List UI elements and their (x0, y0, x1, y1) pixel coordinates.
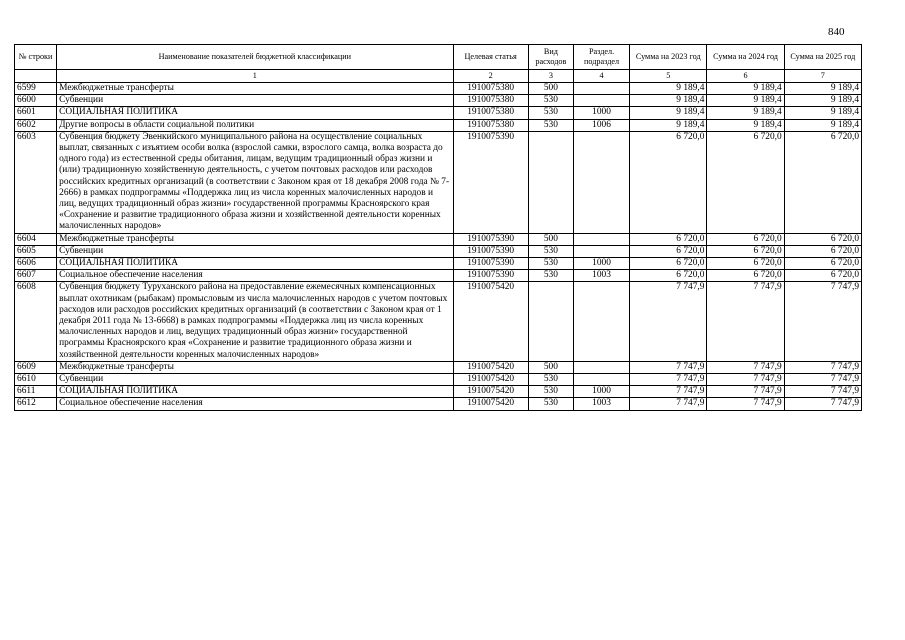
cell-sum-2023: 7 747,9 (630, 282, 707, 361)
cell-section (573, 361, 629, 373)
cell-target: 1910075420 (453, 361, 528, 373)
cell-target: 1910075420 (453, 398, 528, 410)
cell-sum-2023: 9 189,4 (630, 95, 707, 107)
cell-target: 1910075380 (453, 119, 528, 131)
cell-row-no: 6599 (15, 83, 57, 95)
cell-name: СОЦИАЛЬНАЯ ПОЛИТИКА (57, 386, 453, 398)
column-number: 7 (784, 70, 861, 83)
cell-target: 1910075390 (453, 270, 528, 282)
cell-sum-2023: 9 189,4 (630, 83, 707, 95)
cell-name: Субвенция бюджету Эвенкийского муниципального района на осуществление социальных выплат, связанных с изъятием особи волка (взрослой самки, взрослого самца, волка возраста до одного года) из естественной среды обитания, лицам, ведущим традиционный образ жизни и (или) традиционную хозяйственную деятельность, с учетом почтовых расходов или расходов российских кредитных организаций (в соответствии с Законом края от 18 декабря 2008 года № 7-2666) в рамках подпрограммы «Поддержка лиц из числа коренных малочисленных народов и лиц, ведущих традиционный образ жизни» государственной программы Красноярского края «Сохранение и развитие традиционного образа жизни и хозяйственной деятельности коренных малочисленных народов» (57, 131, 453, 233)
cell-sum-2024: 9 189,4 (707, 83, 784, 95)
cell-target: 1910075380 (453, 95, 528, 107)
cell-sum-2023: 9 189,4 (630, 107, 707, 119)
table-row (15, 361, 862, 373)
cell-sum-2023: 6 720,0 (630, 270, 707, 282)
cell-target: 1910075380 (453, 107, 528, 119)
cell-expense-type: 530 (528, 95, 573, 107)
cell-name: Социальное обеспечение населения (57, 270, 453, 282)
cell-sum-2023: 6 720,0 (630, 258, 707, 270)
cell-section (573, 282, 629, 361)
cell-sum-2024: 6 720,0 (707, 258, 784, 270)
cell-sum-2024: 9 189,4 (707, 95, 784, 107)
cell-target: 1910075390 (453, 258, 528, 270)
cell-sum-2023: 7 747,9 (630, 361, 707, 373)
cell-row-no: 6602 (15, 119, 57, 131)
cell-sum-2025: 6 720,0 (784, 233, 861, 245)
cell-sum-2024: 9 189,4 (707, 107, 784, 119)
table-row (15, 233, 862, 245)
cell-row-no: 6605 (15, 245, 57, 257)
cell-sum-2024: 7 747,9 (707, 282, 784, 361)
cell-target: 1910075420 (453, 282, 528, 361)
cell-name: Другие вопросы в области социальной политики (57, 119, 453, 131)
cell-row-no: 6609 (15, 361, 57, 373)
cell-sum-2023: 9 189,4 (630, 119, 707, 131)
cell-name: СОЦИАЛЬНАЯ ПОЛИТИКА (57, 258, 453, 270)
table-row (15, 131, 862, 233)
column-number: 2 (453, 70, 528, 83)
cell-section: 1006 (573, 119, 629, 131)
cell-target: 1910075420 (453, 374, 528, 386)
cell-expense-type: 530 (528, 270, 573, 282)
page-number: 840 (828, 26, 845, 38)
column-number-row (15, 70, 862, 83)
column-number (15, 70, 57, 83)
header-sum-2025: Сумма на 2025 год (784, 45, 861, 70)
cell-section: 1003 (573, 398, 629, 410)
cell-sum-2025: 7 747,9 (784, 374, 861, 386)
cell-sum-2023: 6 720,0 (630, 233, 707, 245)
cell-target: 1910075380 (453, 83, 528, 95)
cell-section: 1003 (573, 270, 629, 282)
cell-name: Межбюджетные трансферты (57, 233, 453, 245)
cell-sum-2024: 7 747,9 (707, 398, 784, 410)
cell-row-no: 6604 (15, 233, 57, 245)
cell-sum-2023: 6 720,0 (630, 131, 707, 233)
table-row (15, 258, 862, 270)
header-target: Целевая статья (453, 45, 528, 70)
cell-sum-2025: 6 720,0 (784, 131, 861, 233)
cell-expense-type: 530 (528, 119, 573, 131)
table-row (15, 83, 862, 95)
header-name: Наименование показателей бюджетной классификации (57, 45, 453, 70)
cell-row-no: 6600 (15, 95, 57, 107)
cell-name: Межбюджетные трансферты (57, 361, 453, 373)
table-row (15, 386, 862, 398)
cell-section (573, 95, 629, 107)
cell-sum-2023: 7 747,9 (630, 398, 707, 410)
cell-sum-2025: 7 747,9 (784, 282, 861, 361)
cell-sum-2023: 7 747,9 (630, 386, 707, 398)
cell-expense-type: 500 (528, 83, 573, 95)
cell-expense-type (528, 131, 573, 233)
cell-sum-2025: 7 747,9 (784, 398, 861, 410)
column-number: 5 (630, 70, 707, 83)
cell-section (573, 374, 629, 386)
cell-sum-2025: 6 720,0 (784, 245, 861, 257)
cell-name: Социальное обеспечение населения (57, 398, 453, 410)
cell-expense-type: 530 (528, 386, 573, 398)
cell-sum-2025: 9 189,4 (784, 95, 861, 107)
cell-expense-type: 500 (528, 361, 573, 373)
cell-sum-2025: 6 720,0 (784, 258, 861, 270)
cell-sum-2024: 7 747,9 (707, 374, 784, 386)
cell-sum-2024: 7 747,9 (707, 386, 784, 398)
column-number: 3 (528, 70, 573, 83)
budget-table (14, 44, 862, 411)
table-row (15, 282, 862, 361)
cell-target: 1910075390 (453, 245, 528, 257)
cell-expense-type: 530 (528, 374, 573, 386)
cell-expense-type: 500 (528, 233, 573, 245)
cell-name: Субвенции (57, 374, 453, 386)
cell-sum-2024: 6 720,0 (707, 245, 784, 257)
cell-section (573, 83, 629, 95)
cell-sum-2025: 6 720,0 (784, 270, 861, 282)
cell-sum-2023: 6 720,0 (630, 245, 707, 257)
cell-row-no: 6610 (15, 374, 57, 386)
header-expense-type: Вид расходов (528, 45, 573, 70)
cell-sum-2025: 9 189,4 (784, 119, 861, 131)
cell-expense-type: 530 (528, 398, 573, 410)
header-row (15, 45, 862, 70)
table-row (15, 374, 862, 386)
cell-sum-2025: 7 747,9 (784, 361, 861, 373)
table-row (15, 119, 862, 131)
cell-target: 1910075390 (453, 233, 528, 245)
cell-name: СОЦИАЛЬНАЯ ПОЛИТИКА (57, 107, 453, 119)
cell-sum-2024: 6 720,0 (707, 131, 784, 233)
cell-target: 1910075390 (453, 131, 528, 233)
header-sum-2023: Сумма на 2023 год (630, 45, 707, 70)
column-number: 1 (57, 70, 453, 83)
column-number: 4 (573, 70, 629, 83)
cell-sum-2024: 6 720,0 (707, 270, 784, 282)
cell-section (573, 245, 629, 257)
cell-sum-2024: 7 747,9 (707, 361, 784, 373)
cell-row-no: 6611 (15, 386, 57, 398)
cell-target: 1910075420 (453, 386, 528, 398)
cell-name: Межбюджетные трансферты (57, 83, 453, 95)
cell-row-no: 6607 (15, 270, 57, 282)
cell-section (573, 233, 629, 245)
cell-name: Субвенции (57, 245, 453, 257)
table-body (15, 83, 862, 411)
cell-section (573, 131, 629, 233)
header-row-no: № строки (15, 45, 57, 70)
cell-sum-2023: 7 747,9 (630, 374, 707, 386)
column-number: 6 (707, 70, 784, 83)
cell-name: Субвенция бюджету Туруханского района на предоставление ежемесячных компенсационных выплат охотникам (рыбакам) промысловым из числа малочисленных народов с учетом почтовых расходов или расходов российских кредитных организаций (в соответствии с Законом края от 1 декабря 2011 года № 13-6668) в рамках подпрограммы «Поддержка лиц из числа коренных малочисленных народов и лиц, ведущих традиционный образ жизни» государственной программы Красноярского края «Сохранение и развитие традиционного образа жизни и хозяйственной деятельности коренных малочисленных народов» (57, 282, 453, 361)
cell-section: 1000 (573, 258, 629, 270)
cell-row-no: 6608 (15, 282, 57, 361)
cell-expense-type: 530 (528, 258, 573, 270)
cell-section: 1000 (573, 107, 629, 119)
table-row (15, 270, 862, 282)
cell-expense-type: 530 (528, 107, 573, 119)
cell-row-no: 6606 (15, 258, 57, 270)
cell-row-no: 6612 (15, 398, 57, 410)
cell-sum-2025: 7 747,9 (784, 386, 861, 398)
cell-row-no: 6601 (15, 107, 57, 119)
cell-section: 1000 (573, 386, 629, 398)
cell-expense-type (528, 282, 573, 361)
table-row (15, 398, 862, 410)
cell-sum-2025: 9 189,4 (784, 107, 861, 119)
cell-expense-type: 530 (528, 245, 573, 257)
cell-sum-2025: 9 189,4 (784, 83, 861, 95)
cell-sum-2024: 9 189,4 (707, 119, 784, 131)
table-row (15, 107, 862, 119)
cell-sum-2024: 6 720,0 (707, 233, 784, 245)
header-sum-2024: Сумма на 2024 год (707, 45, 784, 70)
table-row (15, 95, 862, 107)
header-section: Раздел. подраздел (573, 45, 629, 70)
cell-name: Субвенции (57, 95, 453, 107)
cell-row-no: 6603 (15, 131, 57, 233)
table-row (15, 245, 862, 257)
